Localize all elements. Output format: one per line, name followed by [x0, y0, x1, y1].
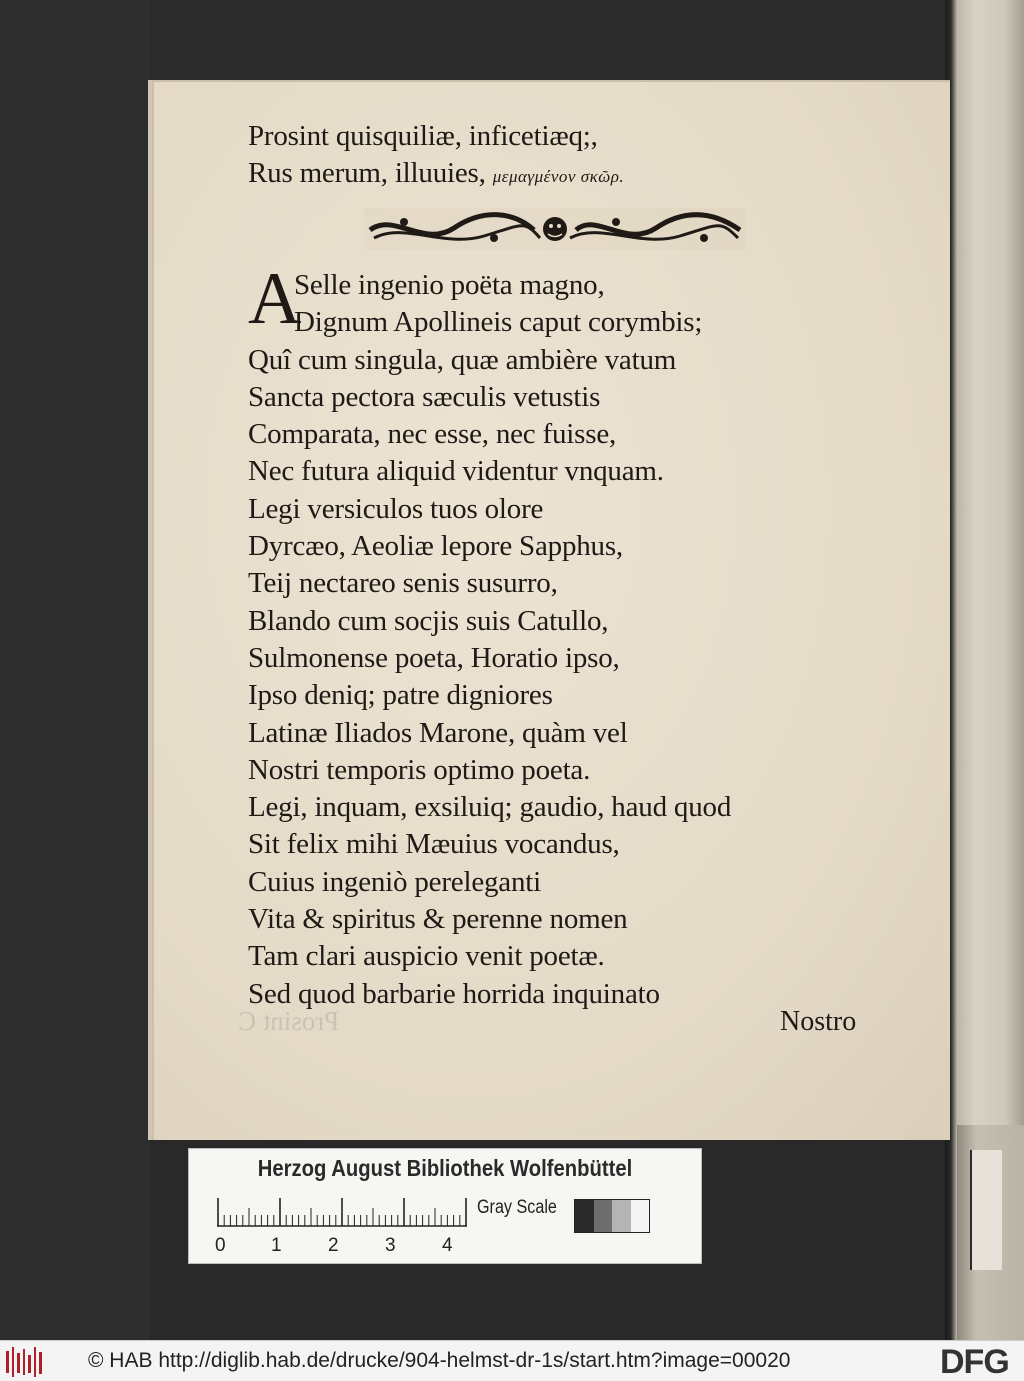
- poem-line: Dignum Apollineis caput corymbis;: [294, 306, 703, 339]
- poem-line: Sulmonense poeta, Horatio ipso,: [248, 641, 620, 674]
- ruler-icon: [217, 1197, 467, 1227]
- poem-line: Ipso deniq; patre digniores: [248, 679, 553, 712]
- poem-line: Sancta pectora sæculis vetustis: [248, 380, 601, 413]
- poem-line: Teij nectareo senis susurro,: [248, 567, 558, 600]
- dfg-logo: DFG: [940, 1343, 1009, 1381]
- gray-swatch: [612, 1200, 631, 1232]
- gray-swatch: [594, 1200, 613, 1232]
- ruler-number: 2: [328, 1235, 339, 1256]
- poem-line: Quî cum singula, quæ ambière vatum: [248, 343, 677, 376]
- gray-swatch: [631, 1200, 650, 1232]
- top-line-2: [248, 155, 928, 192]
- poem-line: Nec futura aliquid videntur vnquam.: [248, 455, 664, 488]
- poem-line: Blando cum socjis suis Catullo,: [248, 604, 609, 637]
- color-calibration-card: [188, 1148, 702, 1264]
- facing-page-edge: [945, 0, 1024, 1340]
- top-verse: [248, 118, 928, 192]
- top-line-2-text: Rus merum, illuuies,: [248, 157, 486, 189]
- ruler-scale: [215, 1235, 475, 1259]
- source-url-link[interactable]: © HAB http://diglib.hab.de/drucke/904-helmst-dr-1s/start.htm?image=00020: [88, 1349, 791, 1372]
- poem-line: Selle ingenio poëta magno,: [294, 269, 605, 301]
- poem: [248, 258, 928, 1013]
- dark-background: [0, 0, 150, 1340]
- hab-logo-icon: [6, 1347, 46, 1377]
- poem-line: Nostri temporis optimo poeta.: [248, 753, 591, 786]
- poem-line: Legi versiculos tuos olore: [248, 492, 544, 525]
- ruler-number: 0: [215, 1235, 226, 1256]
- show-through-text: Prosint C: [238, 1006, 340, 1036]
- poem-line: Comparata, nec esse, nec fuisse,: [248, 418, 617, 451]
- poem-line: Dyrcæo, Aeoliæ lepore Sapphus,: [248, 530, 623, 563]
- poem-line: Latinæ Iliados Marone, quàm vel: [248, 716, 628, 749]
- footer-bar: [0, 1340, 1024, 1381]
- greek-phrase: μεμαγμένον σκῶρ.: [492, 167, 625, 186]
- gray-scale-label: Gray Scale: [477, 1197, 557, 1218]
- gray-swatch: [575, 1200, 594, 1232]
- ruler-number: 1: [271, 1235, 282, 1256]
- gray-scale-swatches: [574, 1199, 650, 1233]
- book-page: [148, 80, 950, 1140]
- catchword: Nostro: [780, 1006, 857, 1037]
- facing-page-label-strip: [970, 1150, 1002, 1270]
- poem-line: Tam clari auspicio venit poetæ.: [248, 940, 605, 973]
- ruler-number: 3: [385, 1235, 396, 1256]
- top-line-1: Prosint quisquiliæ, inficetiæq;,: [248, 120, 598, 152]
- poem-line: Sit felix mihi Mæuius vocandus,: [248, 828, 620, 861]
- ruler-number: 4: [442, 1235, 453, 1256]
- drop-cap: A: [248, 258, 302, 340]
- ornament-band-icon: [364, 208, 746, 250]
- poem-line: Sed quod barbarie horrida inquinato: [248, 977, 660, 1010]
- poem-line: Legi, inquam, exsiluiq; gaudio, haud quod: [248, 791, 732, 824]
- poem-line: Cuius ingeniò pereleganti: [248, 865, 541, 898]
- poem-line: Vita & spiritus & perenne nomen: [248, 903, 628, 936]
- library-name: Herzog August Bibliothek Wolfenbüttel: [257, 1155, 633, 1181]
